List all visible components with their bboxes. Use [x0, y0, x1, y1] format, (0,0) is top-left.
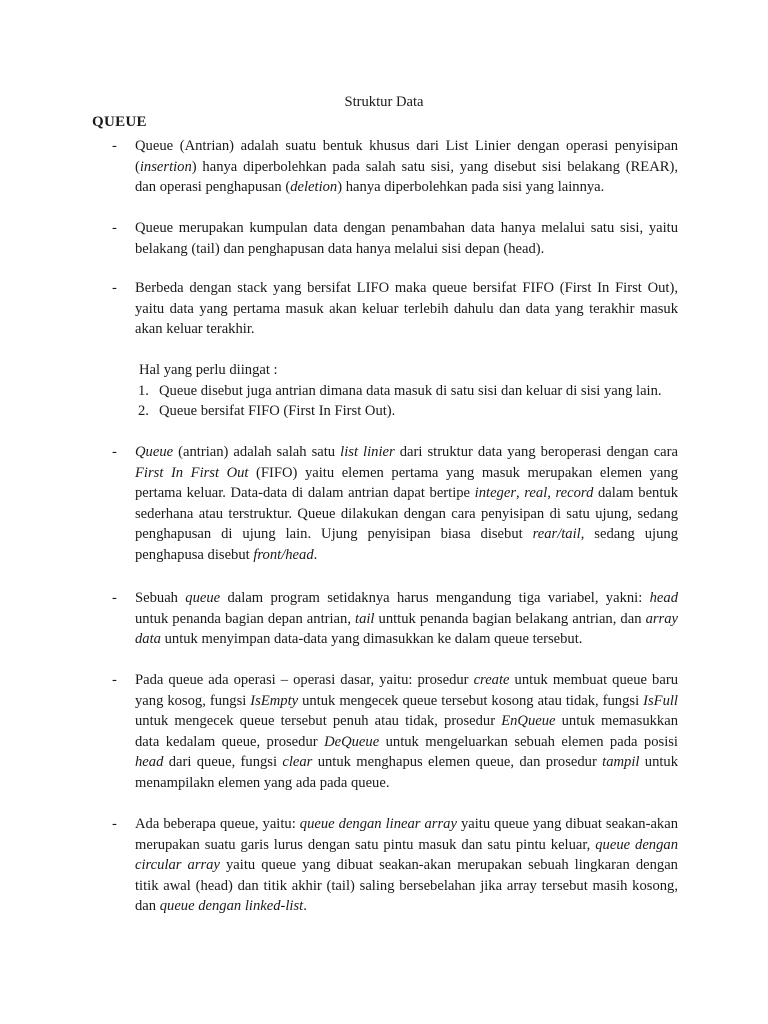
italic-term: head — [649, 590, 678, 606]
reminder-list — [138, 381, 678, 422]
italic-term: queue — [185, 590, 221, 606]
italic-term: tail — [355, 610, 375, 627]
bullet-dash: - — [112, 444, 117, 460]
bullet-item-4 — [112, 442, 678, 566]
bullet-dash: - — [112, 590, 117, 606]
italic-term: queue dengan linear array — [299, 816, 457, 832]
italic-term: record — [555, 485, 594, 502]
italic-term: IsEmpty — [250, 692, 299, 709]
reminder-intro: Hal yang perlu diingat : — [139, 362, 278, 378]
italic-term: create — [473, 672, 510, 688]
italic-term: real — [524, 485, 548, 502]
italic-term: integer — [474, 485, 517, 502]
italic-term: deletion — [290, 179, 338, 196]
point-text: Queue disebut juga antrian dimana data masuk di satu sisi dan keluar di sisi yang lain. — [159, 382, 662, 399]
italic-term: head — [135, 754, 164, 771]
bullet-dash: - — [112, 138, 117, 154]
italic-term: Queue — [135, 444, 174, 460]
italic-term: EnQueue — [501, 713, 556, 730]
italic-term: list linier — [340, 444, 395, 460]
bullet-text: Queue merupakan kumpulan data dengan penambahan data hanya melalui satu sisi, yaitu belakang (tail) dan penghapusan data hanya melalui sisi depan (head). — [135, 220, 678, 257]
point-number: 2. — [138, 403, 149, 420]
bullet-dash: - — [112, 816, 117, 832]
section-heading-queue: QUEUE — [92, 114, 147, 130]
point-text: Queue bersifat FIFO (First In First Out). — [159, 403, 396, 420]
bullet-dash: - — [112, 672, 117, 688]
italic-term: tampil — [602, 754, 640, 771]
italic-term: IsFull — [643, 692, 678, 709]
bullet-text: Ada beberapa queue, yaitu: queue dengan linear array yaitu queue yang dibuat seakan-akan merupakan suatu garis lurus dengan satu pintu masuk dan satu pintu keluar, queue dengan circular array yaitu queue yang dibuat seakan-akan merupakan sebuah lingkaran dengan titik awal (head) dan titik akhir (tail) saling bersebelahan jika array tersebut masih kosong, dan queue dengan linked-list. — [135, 816, 679, 915]
reminder-point — [138, 381, 678, 402]
bullet-item-7 — [112, 814, 678, 917]
italic-term: clear — [282, 754, 313, 771]
reminder-block — [138, 360, 678, 422]
bullet-dash: - — [112, 280, 117, 296]
point-number: 1. — [138, 382, 149, 399]
bullet-item-5 — [112, 588, 678, 650]
bullet-item-2 — [112, 218, 678, 259]
bullet-text: Pada queue ada operasi – operasi dasar, yaitu: prosedur create untuk membuat queue baru yang kosog, fungsi IsEmpty untuk mengecek queue tersebut kosong atau tidak, fungsi IsFull untuk mengecek queue tersebut penuh atau tidak, prosedur EnQueue untuk memasukkan data kedalam queue, prosedur DeQueue untuk mengeluarkan sebuah elemen pada posisi head dari queue, fungsi clear untuk menghapus elemen queue, dan prosedur tampil untuk menampilakn elemen yang ada pada queue. — [135, 672, 679, 791]
italic-term: insertion — [139, 158, 192, 175]
document-title: Struktur Data — [344, 94, 424, 110]
italic-term: array data — [135, 610, 678, 648]
italic-term: queue dengan circular array — [135, 836, 678, 874]
bullet-text: Queue (antrian) adalah salah satu list linier dari struktur data yang beroperasi dengan cara First In First Out (FIFO) yaitu elemen pertama yang masuk merupakan elemen yang pertama keluar. Data-data di dalam antrian dapat bertipe integer, real, record dalam bentuk sederhana atau terstruktur. Queue dilakukan dengan cara penyisipan di satu ujung, sedang penghapusan di ujung lain. Ujung penyisipan biasa disebut rear/tail, sedang ujung penghapusa disebut front/head. — [135, 444, 679, 563]
bullet-text: Sebuah queue dalam program setidaknya harus mengandung tiga variabel, yakni: head untuk penanda bagian depan antrian, tail unttuk penanda bagian belakang antrian, dan array data untuk menyimpan data-data yang dimasukkan ke dalam queue tersebut. — [135, 590, 678, 648]
italic-term: rear/tail — [532, 526, 581, 543]
italic-term: First In First Out — [135, 464, 249, 481]
bullet-item-6 — [112, 670, 678, 794]
bullet-text: Berbeda dengan stack yang bersifat LIFO maka queue bersifat FIFO (First In First Out), yaitu data yang pertama masuk akan keluar terlebih dahulu dan data yang terakhir masuk akan keluar terakhir. — [135, 280, 678, 338]
reminder-point — [138, 401, 678, 422]
italic-term: queue dengan linked-list — [159, 898, 304, 915]
bullet-item-3 — [112, 278, 678, 340]
italic-term: front/head — [253, 546, 314, 563]
bullet-item-1 — [112, 136, 678, 198]
bullet-dash: - — [112, 220, 117, 236]
bullet-text: Queue (Antrian) adalah suatu bentuk khusus dari List Linier dengan operasi penyisipan (insertion) hanya diperbolehkan pada salah satu sisi, yang disebut sisi belakang (REAR), dan operasi penghapusan (deletion) hanya diperbolehkan pada sisi yang lainnya. — [135, 138, 678, 196]
italic-term: DeQueue — [324, 733, 380, 750]
